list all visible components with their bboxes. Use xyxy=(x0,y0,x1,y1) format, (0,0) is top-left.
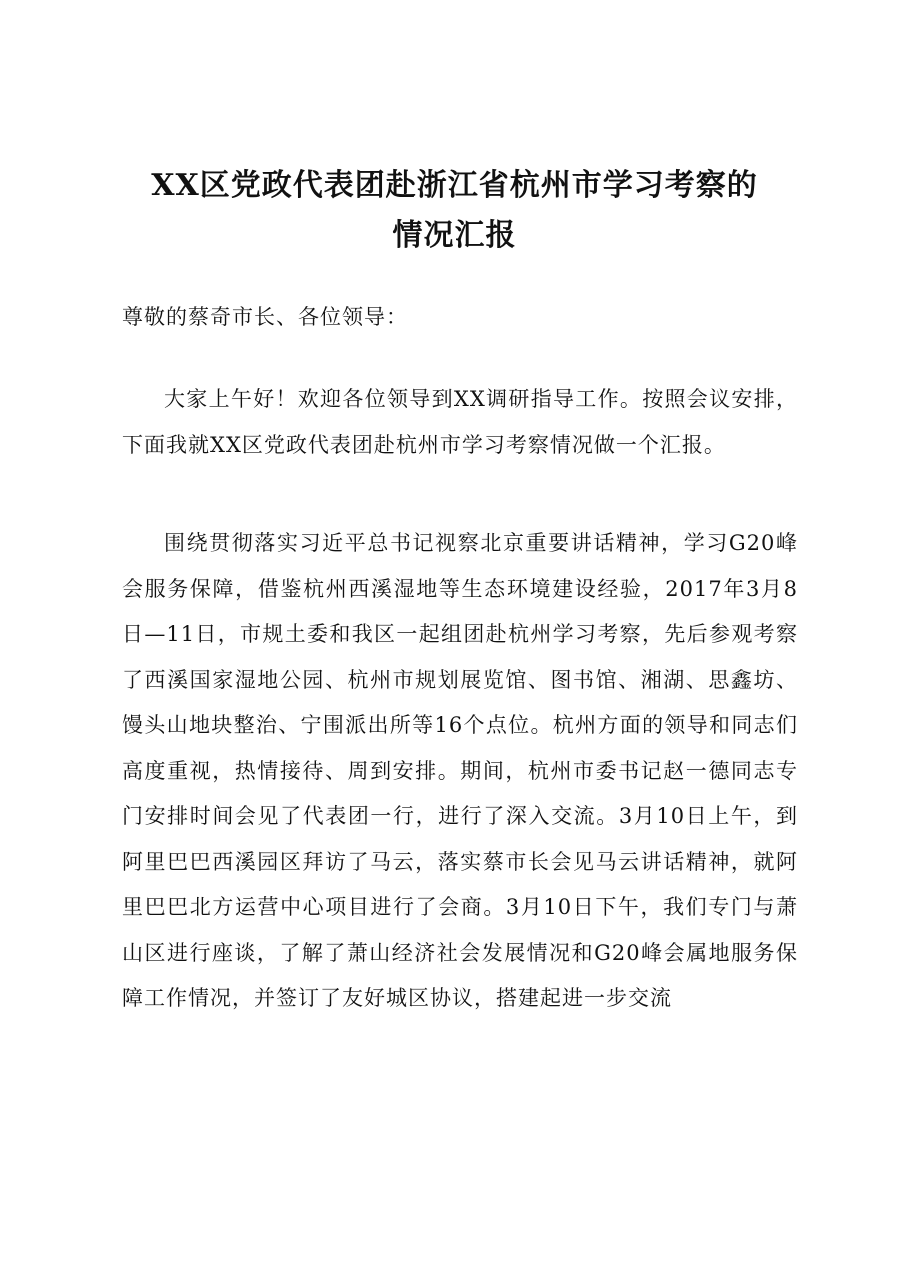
document-title-line-1: XX区党政代表团赴浙江省杭州市学习考察的 xyxy=(151,168,758,203)
paragraph-study-tour: 围绕贯彻落实习近平总书记视察北京重要讲话精神，学习G20峰会服务保障，借鉴杭州西溪湿地等生态环境建设经验，2017年3月8日—11日，市规土委和我区一起组团赴杭州学习考察，先后参观考察了西溪国家湿地公园、杭州市规划展览馆、图书馆、湘湖、思鑫坊、馒头山地块整治、宁围派出所等16个点位。杭州方面的领导和同志们高度重视，热情接待、周到安排。期间，杭州市委书记赵一德同志专门安排时间会见了代表团一行，进行了深入交流。3月10日上午，到阿里巴巴西溪园区拜访了马云，落实蔡市长会见马云讲话精神，就阿里巴巴北方运营中心项目进行了会商。3月10日下午，我们专门与萧山区进行座谈，了解了萧山经济社会发展情况和G20峰会属地服务保障工作情况，并签订了友好城区协议，搭建起进一步交流 xyxy=(122,531,798,1010)
document-title-line-2: 情况汇报 xyxy=(392,218,517,253)
paragraph-opening: 大家上午好！欢迎各位领导到XX调研指导工作。按照会议安排，下面我就XX区党政代表团赴杭州市学习考察情况做一个汇报。 xyxy=(122,387,798,457)
salutation: 尊敬的蔡奇市长、各位领导： xyxy=(122,305,408,329)
